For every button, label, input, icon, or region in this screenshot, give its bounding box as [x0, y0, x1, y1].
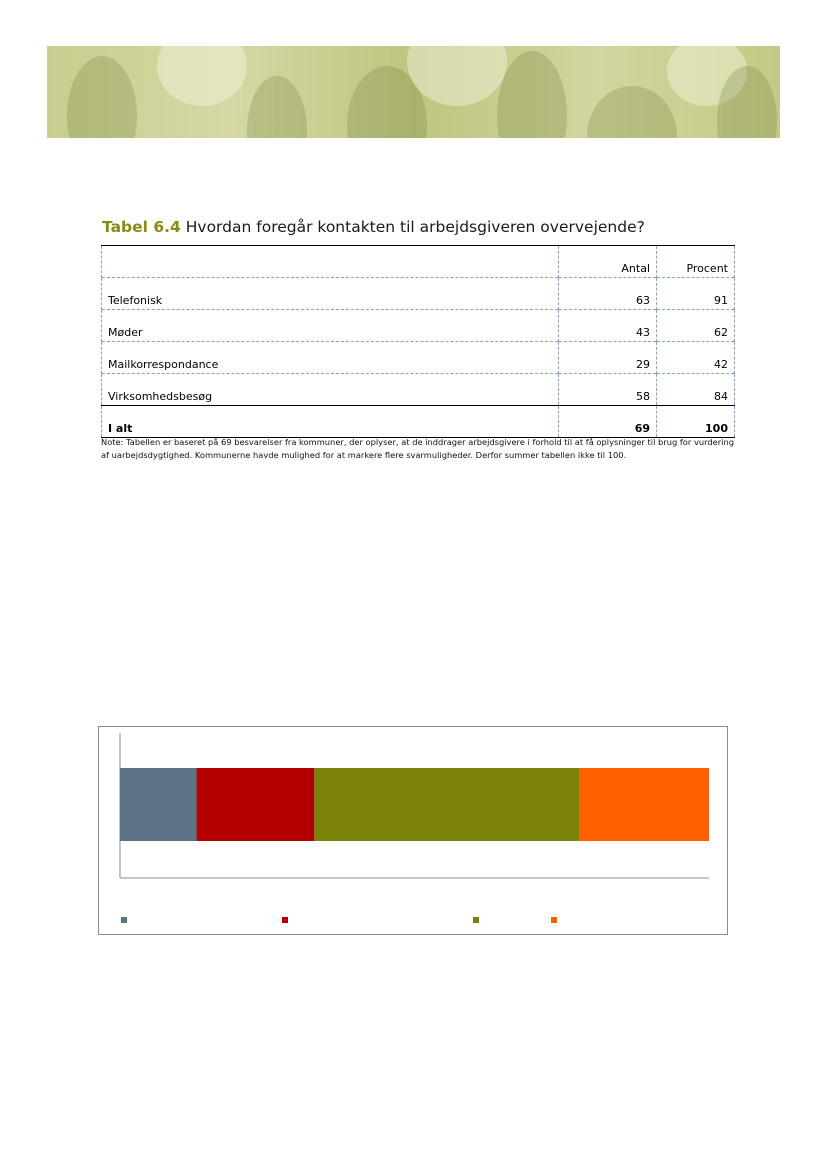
legend-marker-1: [121, 917, 127, 923]
bar-segment-4: [579, 768, 709, 841]
total-label: I alt: [102, 406, 559, 438]
row-antal: 43: [559, 310, 657, 342]
header-cell-label: [102, 246, 559, 278]
chart-canvas: [99, 727, 727, 934]
row-label: Mailkorrespondance: [102, 342, 559, 374]
bar-segments: [120, 768, 709, 841]
bar-segment-2: [197, 768, 315, 841]
bar-segment-1: [120, 768, 197, 841]
data-table: [101, 245, 735, 438]
row-label: Møder: [102, 310, 559, 342]
legend-marker-4: [551, 917, 557, 923]
table-row: [102, 374, 735, 406]
header-cell-procent: Procent: [657, 246, 735, 278]
table-heading: Hvordan foregår kontakten til arbejdsgiveren overvejende?: [185, 218, 645, 236]
row-procent: 84: [657, 374, 735, 406]
legend-marker-2: [282, 917, 288, 923]
total-antal: 69: [559, 406, 657, 438]
stacked-bar-chart: [98, 726, 728, 935]
table-row: [102, 342, 735, 374]
table-total-row: [102, 406, 735, 438]
row-procent: 91: [657, 278, 735, 310]
row-antal: 63: [559, 278, 657, 310]
row-label: Virksomhedsbesøg: [102, 374, 559, 406]
table-note: Note: Tabellen er baseret på 69 besvarelser fra kommuner, der oplyser, at de inddrager arbejdsgivere i forhold til at få oplysninger til brug for vurdering af uarbejdsdygtighed. Kommunerne havde mulighed for at markere flere svarmuligheder. Derfor summer tabellen ikke til 100.: [101, 437, 734, 460]
row-antal: 58: [559, 374, 657, 406]
row-procent: 42: [657, 342, 735, 374]
table-header-row: [102, 246, 735, 278]
chart-legend: [121, 917, 557, 923]
bar-segment-3: [314, 768, 579, 841]
legend-marker-3: [473, 917, 479, 923]
total-procent: 100: [657, 406, 735, 438]
row-label: Telefonisk: [102, 278, 559, 310]
row-procent: 62: [657, 310, 735, 342]
table-row: [102, 278, 735, 310]
table-number: Tabel 6.4: [102, 218, 181, 236]
table-row: [102, 310, 735, 342]
row-antal: 29: [559, 342, 657, 374]
header-cell-antal: Antal: [559, 246, 657, 278]
table-title: [102, 218, 645, 236]
header-banner-photo: [47, 46, 780, 138]
